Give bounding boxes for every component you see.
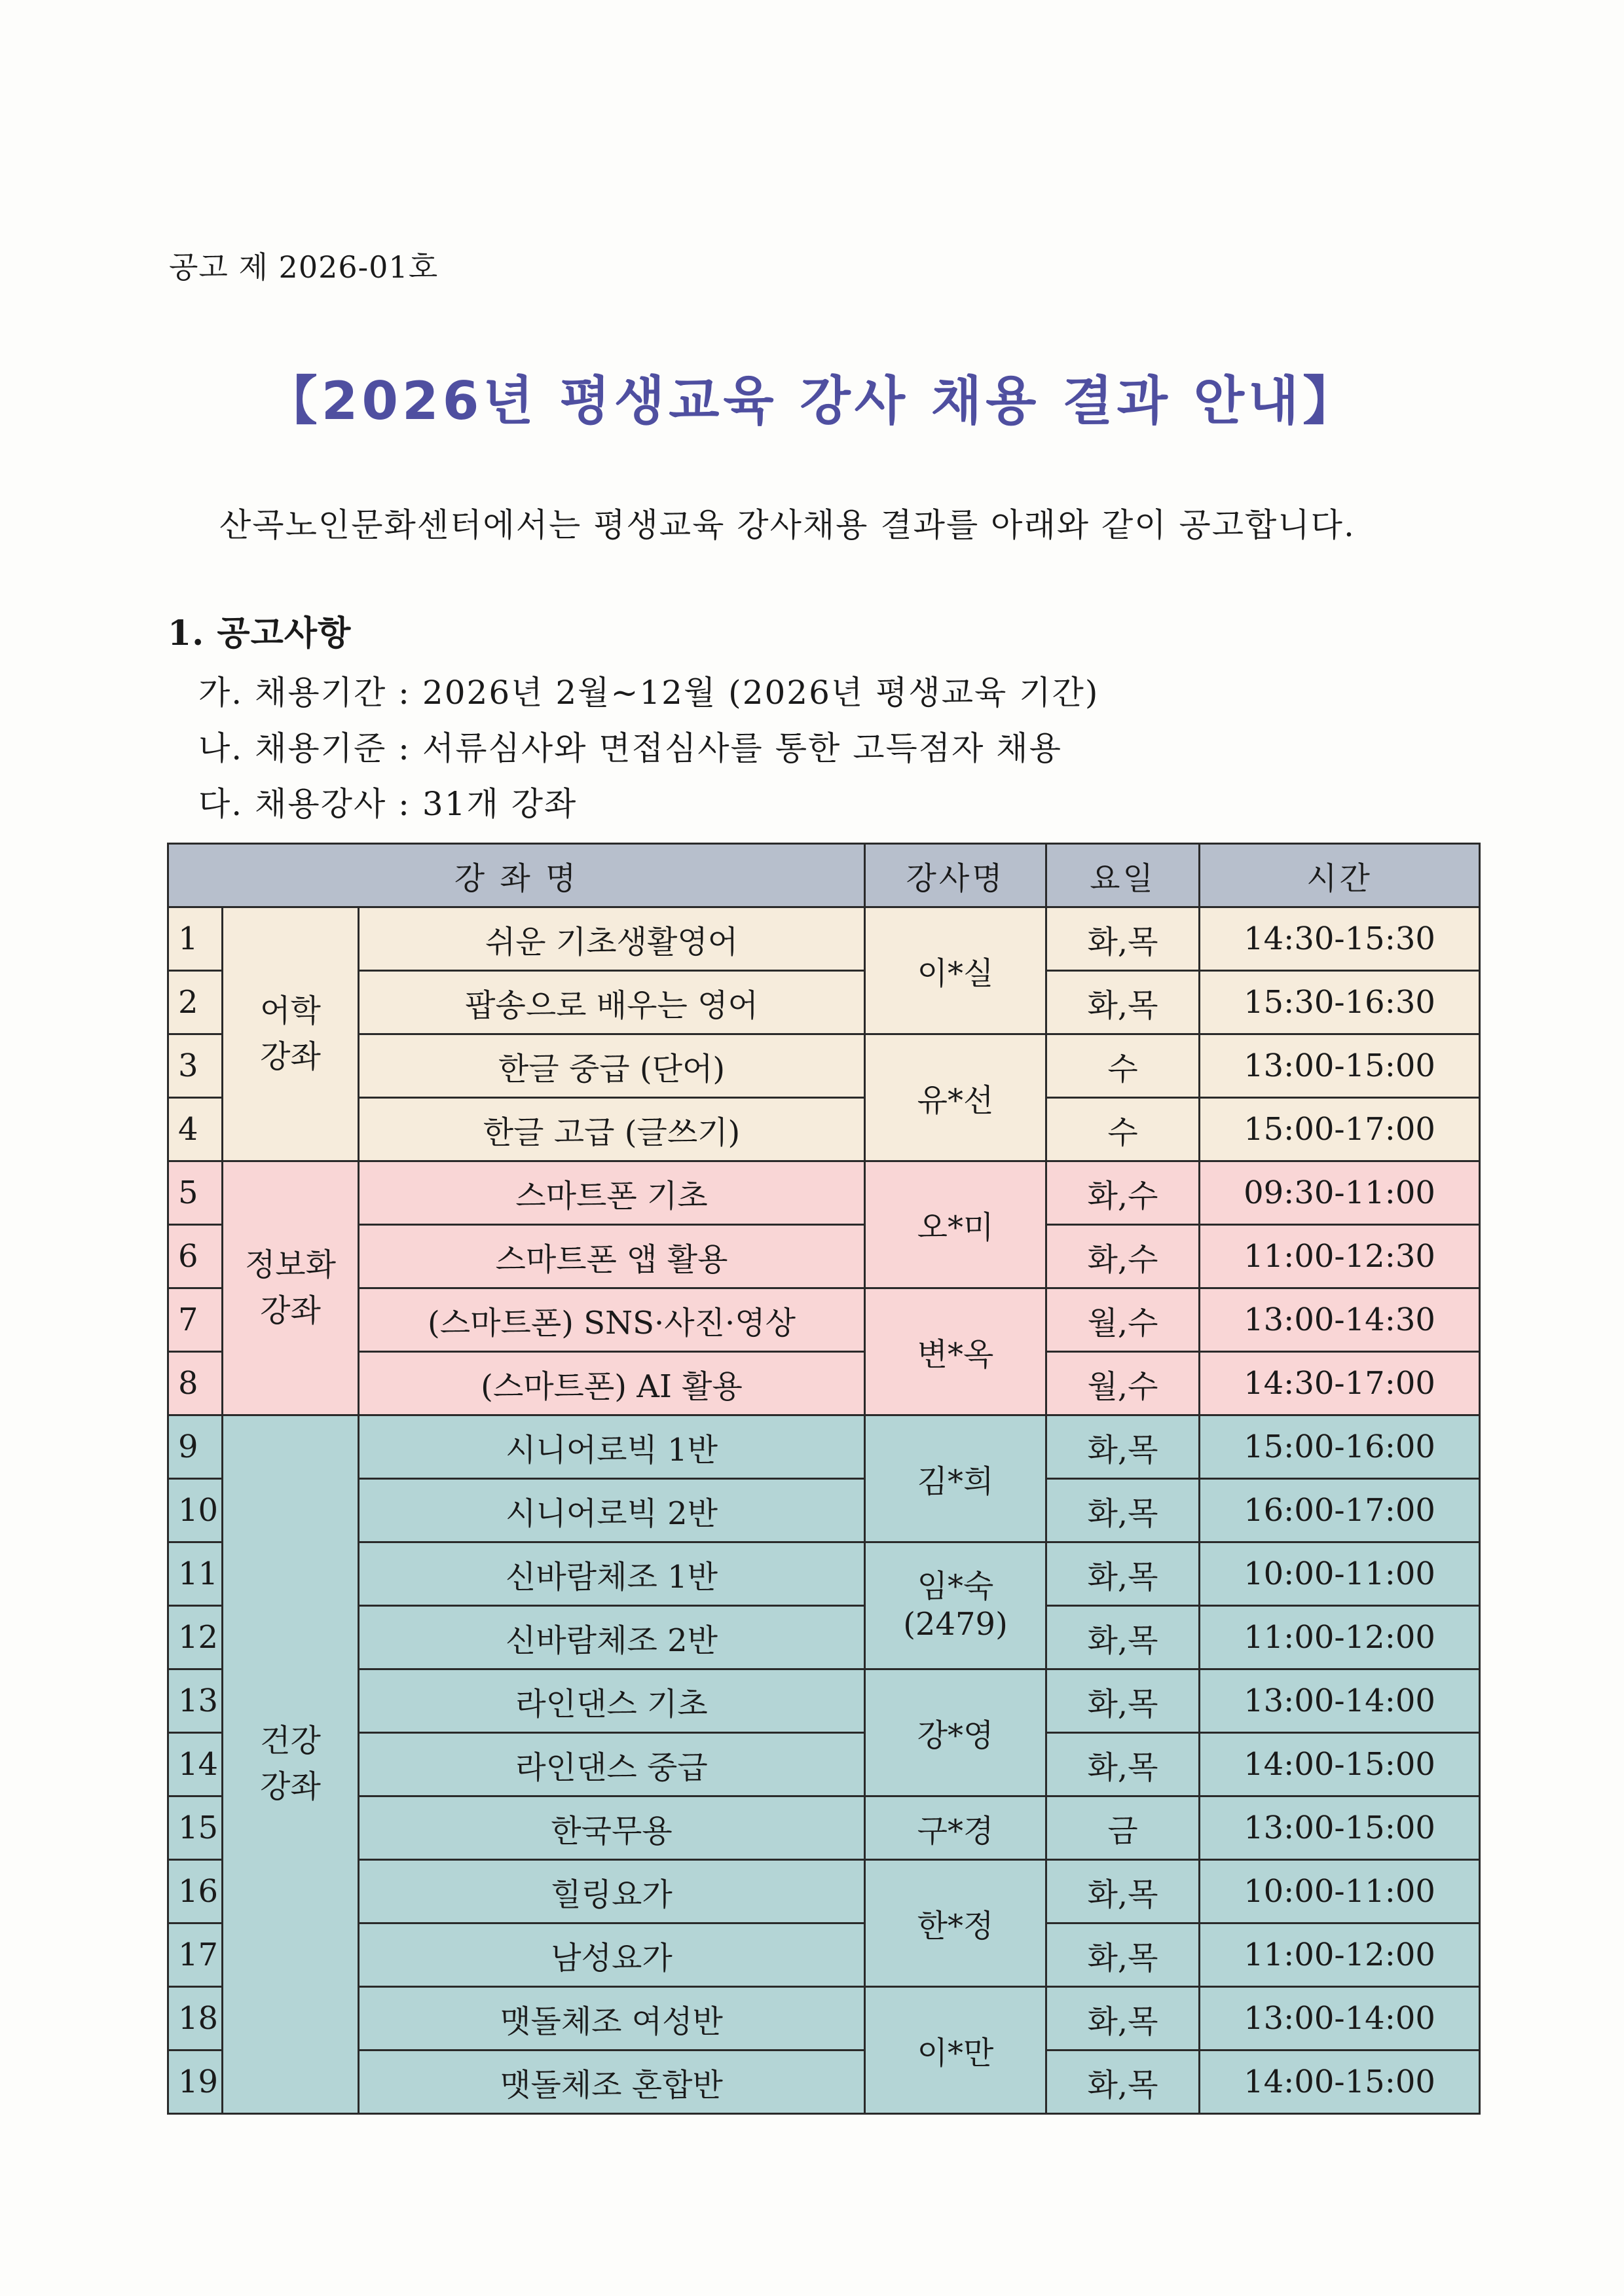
table-row: [168, 1542, 1480, 1606]
header-day: 요일: [1046, 844, 1200, 907]
course-time: 13:00-15:00: [1200, 1034, 1480, 1098]
table-row: [168, 1733, 1480, 1796]
table-row: [168, 1098, 1480, 1161]
row-number: 11: [168, 1542, 223, 1606]
header-course: 강 좌 명: [168, 844, 865, 907]
course-day: 수: [1046, 1098, 1200, 1161]
course-day: 화,목: [1046, 1987, 1200, 2050]
instructor-name: 김*희: [865, 1415, 1046, 1542]
course-name: 시니어로빅 2반: [359, 1479, 865, 1542]
table-row: [168, 1796, 1480, 1860]
table-row: [168, 907, 1480, 971]
course-day: 화,목: [1046, 1542, 1200, 1606]
course-day: 화,목: [1046, 1923, 1200, 1987]
row-number: 12: [168, 1606, 223, 1669]
table-row: [168, 1415, 1480, 1479]
course-day: 화,목: [1046, 1733, 1200, 1796]
course-name: 남성요가: [359, 1923, 865, 1987]
instructor-name: 구*경: [865, 1796, 1046, 1860]
category-language: 어학 강좌: [223, 907, 359, 1161]
course-name: 한국무용: [359, 1796, 865, 1860]
course-day: 월,수: [1046, 1352, 1200, 1415]
course-day: 화,수: [1046, 1225, 1200, 1288]
course-day: 화,수: [1046, 1161, 1200, 1225]
course-day: 금: [1046, 1796, 1200, 1860]
notice-number: 공고 제 2026-01호: [169, 249, 439, 285]
table-row: [168, 971, 1480, 1034]
course-day: 화,목: [1046, 1415, 1200, 1479]
table-row: [168, 1923, 1480, 1987]
course-name: 라인댄스 중급: [359, 1733, 865, 1796]
course-time: 09:30-11:00: [1200, 1161, 1480, 1225]
row-number: 4: [168, 1098, 223, 1161]
course-time: 15:00-16:00: [1200, 1415, 1480, 1479]
course-name: 스마트폰 기초: [359, 1161, 865, 1225]
table-row: [168, 1225, 1480, 1288]
course-time: 13:00-15:00: [1200, 1796, 1480, 1860]
row-number: 2: [168, 971, 223, 1034]
course-day: 화,목: [1046, 1669, 1200, 1733]
item-recruit-criteria: 나. 채용기준 : 서류심사와 면접심사를 통한 고득점자 채용: [198, 729, 1062, 767]
instructor-name: 임*숙 (2479): [865, 1542, 1046, 1669]
row-number: 18: [168, 1987, 223, 2050]
category-health: 건강 강좌: [223, 1415, 359, 2114]
course-name: 팝송으로 배우는 영어: [359, 971, 865, 1034]
row-number: 3: [168, 1034, 223, 1098]
course-name: 한글 중급 (단어): [359, 1034, 865, 1098]
course-name: 스마트폰 앱 활용: [359, 1225, 865, 1288]
course-time: 13:00-14:30: [1200, 1288, 1480, 1352]
course-time: 10:00-11:00: [1200, 1860, 1480, 1923]
course-time: 10:00-11:00: [1200, 1542, 1480, 1606]
table-header-row: [168, 844, 1480, 907]
course-time: 13:00-14:00: [1200, 1669, 1480, 1733]
item-recruit-count: 다. 채용강사 : 31개 강좌: [198, 785, 578, 823]
row-number: 10: [168, 1479, 223, 1542]
table-row: [168, 2050, 1480, 2114]
course-name: 신바람체조 2반: [359, 1606, 865, 1669]
row-number: 16: [168, 1860, 223, 1923]
instructor-name: 이*만: [865, 1987, 1046, 2114]
table-row: [168, 1288, 1480, 1352]
instructor-name: 한*정: [865, 1860, 1046, 1987]
instructor-name: 오*미: [865, 1161, 1046, 1288]
row-number: 14: [168, 1733, 223, 1796]
instructor-name: 변*옥: [865, 1288, 1046, 1415]
course-time: 11:00-12:30: [1200, 1225, 1480, 1288]
lecture-table: [167, 843, 1481, 2115]
course-time: 11:00-12:00: [1200, 1923, 1480, 1987]
course-name: 시니어로빅 1반: [359, 1415, 865, 1479]
course-name: 한글 고급 (글쓰기): [359, 1098, 865, 1161]
course-name: 맷돌체조 여성반: [359, 1987, 865, 2050]
course-name: 신바람체조 1반: [359, 1542, 865, 1606]
course-day: 월,수: [1046, 1288, 1200, 1352]
course-day: 화,목: [1046, 1860, 1200, 1923]
row-number: 5: [168, 1161, 223, 1225]
course-day: 수: [1046, 1034, 1200, 1098]
course-name: 맷돌체조 혼합반: [359, 2050, 865, 2114]
table-row: [168, 1606, 1480, 1669]
course-day: 화,목: [1046, 1479, 1200, 1542]
course-time: 14:00-15:00: [1200, 1733, 1480, 1796]
course-name: 라인댄스 기초: [359, 1669, 865, 1733]
header-time: 시간: [1200, 844, 1480, 907]
course-time: 16:00-17:00: [1200, 1479, 1480, 1542]
table-row: [168, 1479, 1480, 1542]
row-number: 8: [168, 1352, 223, 1415]
table-row: [168, 1352, 1480, 1415]
course-day: 화,목: [1046, 907, 1200, 971]
table-row: [168, 1669, 1480, 1733]
instructor-name: 유*선: [865, 1034, 1046, 1161]
document-title: 【2026년 평생교육 강사 채용 결과 안내】: [265, 371, 1359, 431]
table-row: [168, 1161, 1480, 1225]
course-time: 15:30-16:30: [1200, 971, 1480, 1034]
row-number: 7: [168, 1288, 223, 1352]
category-info: 정보화 강좌: [223, 1161, 359, 1415]
course-day: 화,목: [1046, 971, 1200, 1034]
section-heading: 1. 공고사항: [168, 613, 352, 653]
course-name: (스마트폰) SNS·사진·영상: [359, 1288, 865, 1352]
instructor-name: 이*실: [865, 907, 1046, 1034]
course-time: 13:00-14:00: [1200, 1987, 1480, 2050]
course-time: 11:00-12:00: [1200, 1606, 1480, 1669]
table-row: [168, 1860, 1480, 1923]
course-name: 힐링요가: [359, 1860, 865, 1923]
intro-paragraph: 산곡노인문화센터에서는 평생교육 강사채용 결과를 아래와 같이 공고합니다.: [219, 506, 1356, 544]
row-number: 17: [168, 1923, 223, 1987]
table-row: [168, 1034, 1480, 1098]
row-number: 9: [168, 1415, 223, 1479]
row-number: 1: [168, 907, 223, 971]
row-number: 15: [168, 1796, 223, 1860]
header-instructor: 강사명: [865, 844, 1046, 907]
row-number: 6: [168, 1225, 223, 1288]
course-time: 14:30-17:00: [1200, 1352, 1480, 1415]
course-day: 화,목: [1046, 1606, 1200, 1669]
course-day: 화,목: [1046, 2050, 1200, 2114]
row-number: 19: [168, 2050, 223, 2114]
course-name: 쉬운 기초생활영어: [359, 907, 865, 971]
table-row: [168, 1987, 1480, 2050]
course-time: 14:30-15:30: [1200, 907, 1480, 971]
course-time: 15:00-17:00: [1200, 1098, 1480, 1161]
item-recruit-period: 가. 채용기간 : 2026년 2월~12월 (2026년 평생교육 기간): [198, 674, 1099, 712]
instructor-name: 강*영: [865, 1669, 1046, 1796]
course-time: 14:00-15:00: [1200, 2050, 1480, 2114]
row-number: 13: [168, 1669, 223, 1733]
course-name: (스마트폰) AI 활용: [359, 1352, 865, 1415]
